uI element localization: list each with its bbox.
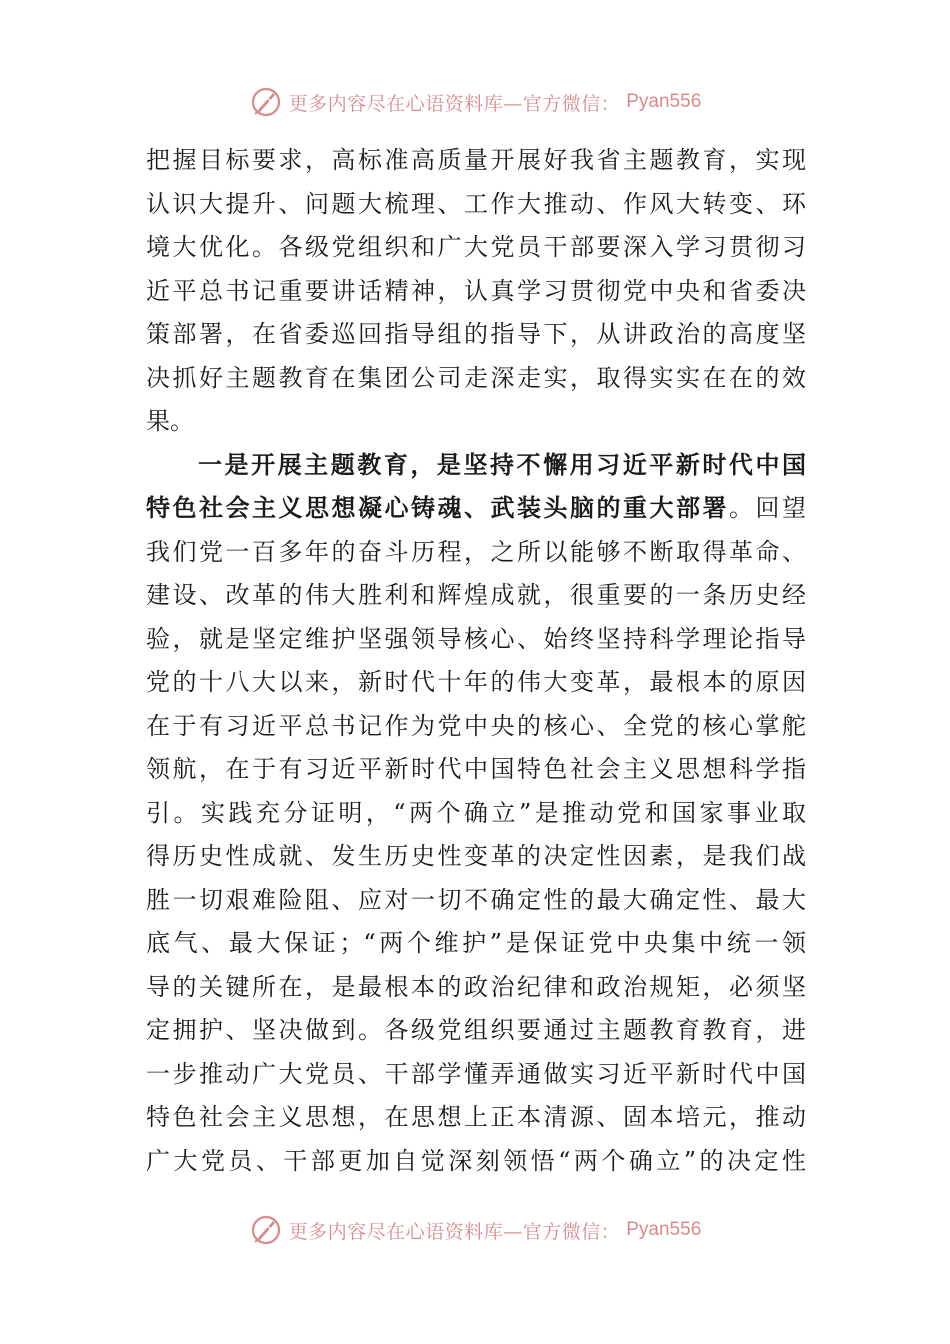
paragraph-heading-line — [146, 444, 806, 488]
watermark-text: 更多内容尽在心语资料库—官方微信： — [288, 1220, 621, 1243]
paragraph-line: 境大优化。各级党组织和广大党员干部要深入学习贯彻习 — [146, 233, 806, 261]
paragraph-heading-line — [146, 487, 806, 531]
paragraph-line: 验，就是坚定维护坚强领导核心、始终坚持科学理论指导 — [146, 624, 806, 653]
paragraph-line: 把握目标要求，高标准高质量开展好我省主题教育，实现 — [146, 146, 806, 174]
bold-heading-text: 一是开展主题教育，是坚持不懈用习近平新时代中国 — [198, 450, 806, 479]
watermark-wechat-id: Pyan556 — [626, 1219, 702, 1240]
watermark-text: 更多内容尽在心语资料库—官方微信： — [288, 92, 621, 115]
quill-logo-icon — [249, 1213, 283, 1247]
paragraph-line: 认识大提升、问题大梳理、工作大推动、作风大转变、环 — [146, 189, 806, 218]
paragraph-line: 引。实践充分证明，“两个确立”是推动党和国家事业取 — [146, 798, 806, 827]
paragraph-line: 我们党一百多年的奋斗历程，之所以能够不断取得革命、 — [146, 537, 806, 566]
paragraph-line: 导的关键所在，是最根本的政治纪律和政治规矩，必须坚 — [146, 972, 806, 1001]
paragraph-line: 底气、最大保证；“两个维护”是保证党中央集中统一领 — [146, 929, 806, 957]
paragraph-line: 一步推动广大党员、干部学懂弄通做实习近平新时代中国 — [146, 1059, 806, 1088]
footer-watermark — [0, 1210, 950, 1250]
bold-heading-text: 特色社会主义思想凝心铸魂、武装头脑的重大部署 — [146, 494, 729, 522]
watermark-wechat-id: Pyan556 — [626, 91, 702, 112]
paragraph-line: 决抓好主题教育在集团公司走深走实，取得实实在在的效 — [146, 363, 806, 392]
paragraph-text: 。回望 — [729, 494, 806, 522]
quill-logo-icon — [249, 85, 283, 119]
paragraph-line: 特色社会主义思想，在思想上正本清源、固本培元，推动 — [146, 1103, 806, 1131]
paragraph-line: 建设、改革的伟大胜利和辉煌成就，很重要的一条历史经 — [146, 581, 806, 609]
paragraph-line: 领航，在于有习近平新时代中国特色社会主义思想科学指 — [146, 755, 806, 783]
paragraph-line: 定拥护、坚决做到。各级党组织要通过主题教育教育，进 — [146, 1016, 806, 1044]
paragraph-line: 得历史性成就、发生历史性变革的决定性因素，是我们战 — [146, 842, 806, 870]
paragraph-line: 策部署，在省委巡回指导组的指导下，从讲政治的高度坚 — [146, 320, 806, 348]
paragraph-line: 党的十八大以来，新时代十年的伟大变革，最根本的原因 — [146, 668, 806, 696]
header-watermark — [0, 82, 950, 122]
paragraph-line: 在于有习近平总书记作为党中央的核心、全党的核心掌舵 — [146, 711, 806, 740]
paragraph-line: 胜一切艰难险阻、应对一切不确定性的最大确定性、最大 — [146, 885, 806, 914]
paragraph-line: 近平总书记重要讲话精神，认真学习贯彻党中央和省委决 — [146, 276, 806, 305]
document-body — [146, 139, 806, 1183]
paragraph-line: 果。 — [146, 407, 194, 435]
paragraph-line: 广大党员、干部更加自觉深刻领悟“两个确立”的决定性 — [146, 1146, 806, 1175]
